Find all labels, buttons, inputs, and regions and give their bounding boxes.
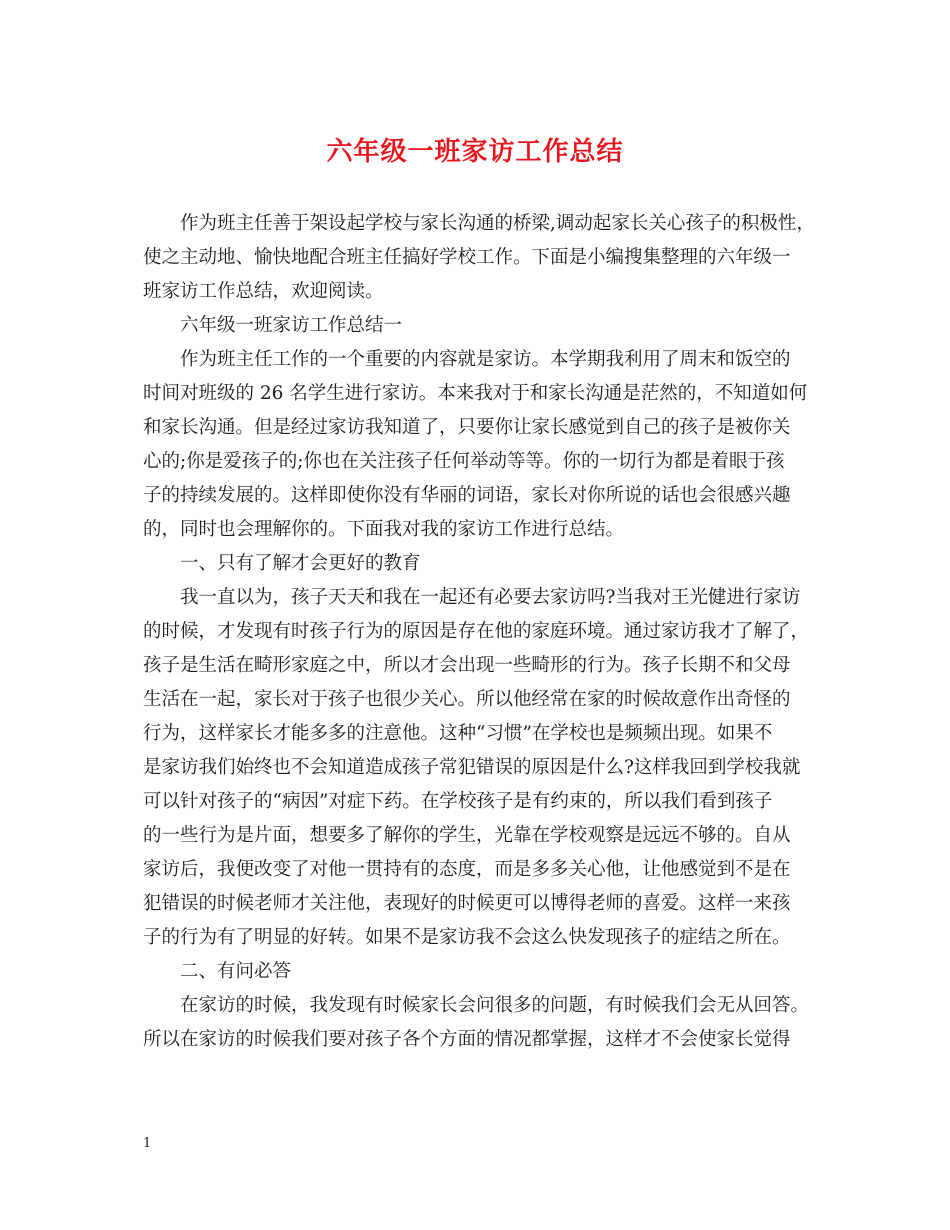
text-line: 是家访我们始终也不会知道造成孩子常犯错误的原因是什么?这样我回到学校我就 bbox=[143, 757, 801, 778]
text-line: 时间对班级的 26 名学生进行家访。本来我对于和家长沟通是茫然的，不知道如何 bbox=[143, 383, 808, 404]
document-body bbox=[143, 207, 815, 1057]
text-line: 的一些行为是片面，想要多了解你的学生，光靠在学校观察是远远不够的。自从 bbox=[143, 825, 791, 846]
text-line: 心的;你是爱孩子的;你也在关注孩子任何举动等等。你的一切行为都是着眼于孩 bbox=[143, 451, 785, 472]
text-line: 二、有问必答 bbox=[180, 961, 292, 982]
text-line: 子的行为有了明显的好转。如果不是家访我不会这么快发现孩子的症结之所在。 bbox=[143, 927, 791, 948]
text-line: 使之主动地、愉快地配合班主任搞好学校工作。下面是小编搜集整理的六年级一 bbox=[143, 247, 791, 268]
text-line: 犯错误的时候老师才关注他，表现好的时候更可以博得老师的喜爱。这样一来孩 bbox=[143, 893, 791, 914]
text-line: 和家长沟通。但是经过家访我知道了，只要你让家长感觉到自己的孩子是被你关 bbox=[143, 417, 791, 438]
text-line: 作为班主任善于架设起学校与家长沟通的桥梁,调动起家长关心孩子的积极性， bbox=[180, 213, 815, 234]
text-line: 在家访的时候，我发现有时候家长会问很多的问题，有时候我们会无从回答。 bbox=[180, 995, 810, 1016]
text-line: 我一直以为，孩子天天和我在一起还有必要去家访吗?当我对王光健进行家访 bbox=[180, 587, 801, 608]
text-line: 子的持续发展的。这样即使你没有华丽的词语，家长对你所说的话也会很感兴趣 bbox=[143, 485, 791, 506]
text-line: 孩子是生活在畸形家庭之中，所以才会出现一些畸形的行为。孩子长期不和父母 bbox=[143, 655, 791, 676]
text-line: 作为班主任工作的一个重要的内容就是家访。本学期我利用了周末和饭空的 bbox=[180, 349, 791, 370]
page-number: 1 bbox=[143, 1136, 152, 1151]
text-line: 班家访工作总结，欢迎阅读。 bbox=[143, 281, 384, 302]
text-line: 行为，这样家长才能多多的注意他。这种“习惯”在学校也是频频出现。如果不 bbox=[143, 723, 773, 744]
text-line: 家访后，我便改变了对他一贯持有的态度，而是多多关心他，让他感觉到不是在 bbox=[143, 859, 791, 880]
text-line: 可以针对孩子的“病因”对症下药。在学校孩子是有约束的，所以我们看到孩子 bbox=[143, 791, 773, 812]
text-line: 六年级一班家访工作总结一 bbox=[180, 315, 403, 336]
text-line: 的时候，才发现有时孩子行为的原因是存在他的家庭环境。通过家访我才了解了， bbox=[143, 621, 810, 642]
text-line: 所以在家访的时候我们要对孩子各个方面的情况都掌握，这样才不会使家长觉得 bbox=[143, 1029, 791, 1050]
text-line: 的，同时也会理解你的。下面我对我的家访工作进行总结。 bbox=[143, 519, 625, 540]
text-line: 生活在一起，家长对于孩子也很少关心。所以他经常在家的时候故意作出奇怪的 bbox=[143, 689, 791, 710]
text-line: 一、只有了解才会更好的教育 bbox=[180, 553, 421, 574]
document-title: 六年级一班家访工作总结 bbox=[326, 137, 624, 167]
